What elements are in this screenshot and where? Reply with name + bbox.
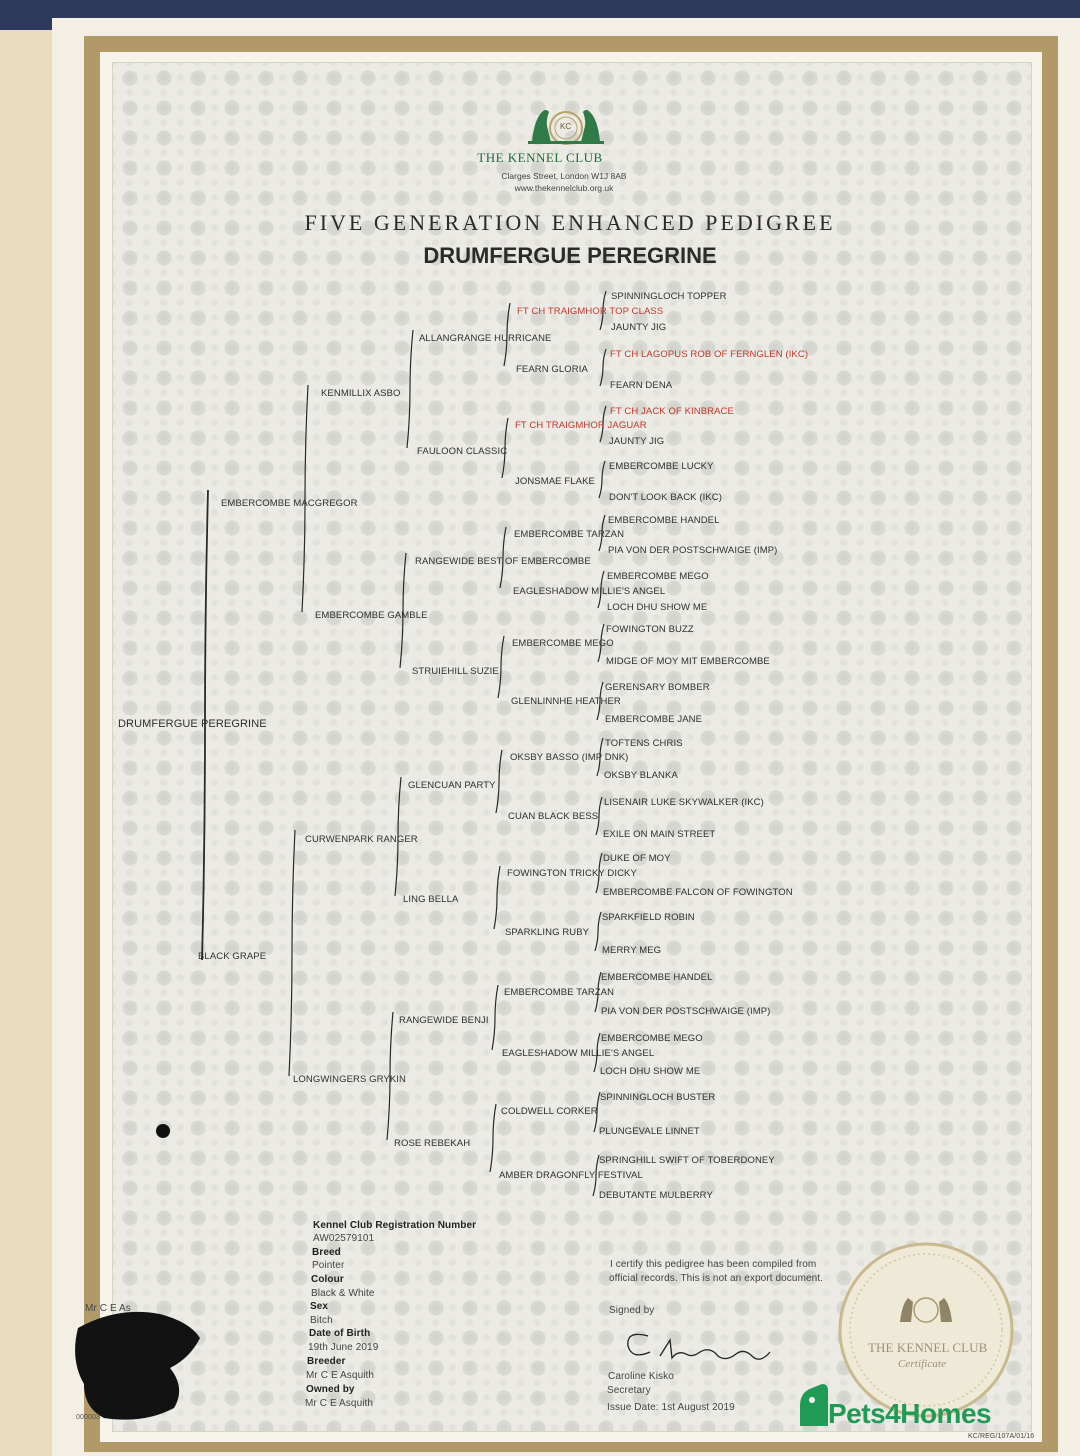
g5-name: TOFTENS CHRIS [605, 738, 683, 749]
seal-name: THE KENNEL CLUB [868, 1340, 988, 1355]
g5-name: MIDGE OF MOY MIT EMBERCOMBE [606, 656, 770, 667]
g5-name: EMBERCOMBE LUCKY [609, 461, 714, 472]
g5-name: EMBERCOMBE MEGO [607, 571, 709, 582]
g4-name: EAGLESHADOW MILLIE'S ANGEL [513, 586, 666, 597]
page-title: FIVE GENERATION ENHANCED PEDIGREE [304, 210, 836, 235]
g4-name-champion: FT CH TRAIGMHOR JAGUAR [515, 420, 647, 431]
logo-text: KC [560, 122, 572, 131]
g5-name: SPRINGHILL SWIFT OF TOBERDONEY [599, 1155, 775, 1166]
g5-name: FOWINGTON BUZZ [606, 624, 694, 635]
certify-line-1: I certify this pedigree has been compiled from [610, 1259, 817, 1270]
g5-name: JAUNTY JIG [609, 436, 665, 447]
g4-name: EAGLESHADOW MILLIE'S ANGEL [502, 1048, 655, 1059]
issue-date: Issue Date: 1st August 2019 [607, 1402, 735, 1413]
g4-name: COLDWELL CORKER [501, 1106, 598, 1117]
reg-label: Kennel Club Registration Number [313, 1220, 477, 1231]
g2-name: LONGWINGERS GRYKIN [293, 1074, 407, 1085]
sex-value: Bitch [310, 1315, 333, 1326]
g5-name: EMBERCOMBE JANE [605, 714, 703, 725]
g4-name: FEARN GLORIA [516, 364, 588, 375]
sire: EMBERCOMBE MACGREGOR [221, 498, 358, 509]
g5-name: GERENSARY BOMBER [605, 682, 710, 693]
g4-name: EMBERCOMBE TARZAN [504, 987, 615, 998]
g5-name: PIA VON DER POSTSCHWAIGE (IMP) [601, 1006, 771, 1017]
g2-name: EMBERCOMBE GAMBLE [315, 610, 428, 621]
g5-name: DEBUTANTE MULBERRY [599, 1190, 713, 1201]
g4-name: AMBER DRAGONFLY FESTIVAL [499, 1170, 643, 1181]
g4-name: SPARKLING RUBY [505, 927, 590, 938]
g5-name: EMBERCOMBE HANDEL [601, 972, 713, 983]
g5-name: LOCH DHU SHOW ME [600, 1066, 701, 1077]
certify-line-2: official records. This is not an export document. [609, 1273, 824, 1284]
dob-value: 19th June 2019 [308, 1342, 379, 1353]
signer-name: Caroline Kisko [608, 1371, 674, 1382]
owned-value: Mr C E Asquith [305, 1398, 374, 1409]
g5-name: JAUNTY JIG [611, 322, 667, 333]
g5-name: SPINNINGLOCH BUSTER [600, 1092, 716, 1103]
g3-name: RANGEWIDE BENJI [399, 1015, 489, 1026]
g3-name: GLENCUAN PARTY [408, 780, 496, 791]
breeder-value: Mr C E Asquith [306, 1370, 375, 1381]
g4-name: EMBERCOMBE TARZAN [514, 529, 625, 540]
breed-value: Pointer [312, 1260, 345, 1271]
subject-dog: DRUMFERGUE PEREGRINE [118, 718, 267, 730]
form-code: KC/REG/107A/01/16 [968, 1433, 1035, 1440]
club-name: THE KENNEL CLUB [477, 150, 603, 165]
g5-name: SPINNINGLOCH TOPPER [611, 291, 727, 302]
g5-name: SPARKFIELD ROBIN [602, 912, 695, 923]
signed-by: Signed by [609, 1305, 655, 1316]
g5-name: PLUNGEVALE LINNET [599, 1126, 700, 1137]
signer-role: Secretary [607, 1385, 651, 1396]
g5-name: MERRY MEG [602, 945, 662, 956]
colour-label: Colour [311, 1274, 344, 1285]
g4-name: FOWINGTON TRICKY DICKY [507, 868, 637, 879]
g5-name: LOCH DHU SHOW ME [607, 602, 708, 613]
colour-value: Black & White [311, 1288, 375, 1299]
g3-name: RANGEWIDE BEST OF EMBERCOMBE [415, 556, 591, 567]
g5-name: OKSBY BLANKA [604, 770, 678, 781]
g5-name-champion: FT CH JACK OF KINBRACE [610, 406, 734, 417]
dob-label: Date of Birth [309, 1328, 371, 1339]
owned-label: Owned by [306, 1384, 355, 1395]
seal-sub: Certificate [898, 1358, 947, 1370]
watermark-text: Pets4Homes [828, 1398, 992, 1429]
g5-name: FEARN DENA [610, 380, 673, 391]
g4-name: JONSMAE FLAKE [515, 476, 595, 487]
breeder-label: Breeder [307, 1356, 346, 1367]
g5-name: EMBERCOMBE FALCON OF FOWINGTON [603, 887, 793, 898]
g4-name: GLENLINNHE HEATHER [511, 696, 621, 707]
dog-name-title: DRUMFERGUE PEREGRINE [423, 243, 717, 268]
breed-label: Breed [312, 1247, 341, 1258]
g3-name: LING BELLA [403, 894, 459, 905]
g3-name: ALLANGRANGE HURRICANE [419, 333, 552, 344]
g4-name: EMBERCOMBE MEGO [512, 638, 614, 649]
g5-name: EMBERCOMBE MEGO [601, 1033, 703, 1044]
sex-label: Sex [310, 1301, 329, 1312]
g3-name: STRUIEHILL SUZIE [412, 666, 499, 677]
g5-name: DON'T LOOK BACK (IKC) [609, 492, 723, 503]
g3-name: FAULOON CLASSIC [417, 446, 508, 457]
club-address: Clarges Street, London W1J 8AB [501, 171, 627, 181]
club-website: www.thekennelclub.org.uk [514, 183, 614, 193]
g2-name: CURWENPARK RANGER [305, 834, 418, 845]
g4-name-champion: FT CH TRAIGMHOR TOP CLASS [517, 306, 664, 317]
g5-name: LISENAIR LUKE SKYWALKER (IKC) [604, 797, 764, 808]
g4-name: OKSBY BASSO (IMP DNK) [510, 752, 629, 763]
g5-name: EMBERCOMBE HANDEL [608, 515, 720, 526]
g5-name: DUKE OF MOY [603, 853, 671, 864]
reg-value: AW02579101 [313, 1233, 375, 1244]
g5-name-champion: FT CH LAGOPUS ROB OF FERNGLEN (IKC) [610, 349, 809, 360]
g5-name: EXILE ON MAIN STREET [603, 829, 716, 840]
serial-number: 000003 [76, 1414, 100, 1421]
owner-address-line-1: Mr C E As [85, 1303, 131, 1314]
g4-name: CUAN BLACK BESS [508, 811, 599, 822]
g2-name: KENMILLIX ASBO [321, 388, 401, 399]
g3-name: ROSE REBEKAH [394, 1138, 471, 1149]
g5-name: PIA VON DER POSTSCHWAIGE (IMP) [608, 545, 778, 556]
dam: BLACK GRAPE [198, 951, 267, 962]
